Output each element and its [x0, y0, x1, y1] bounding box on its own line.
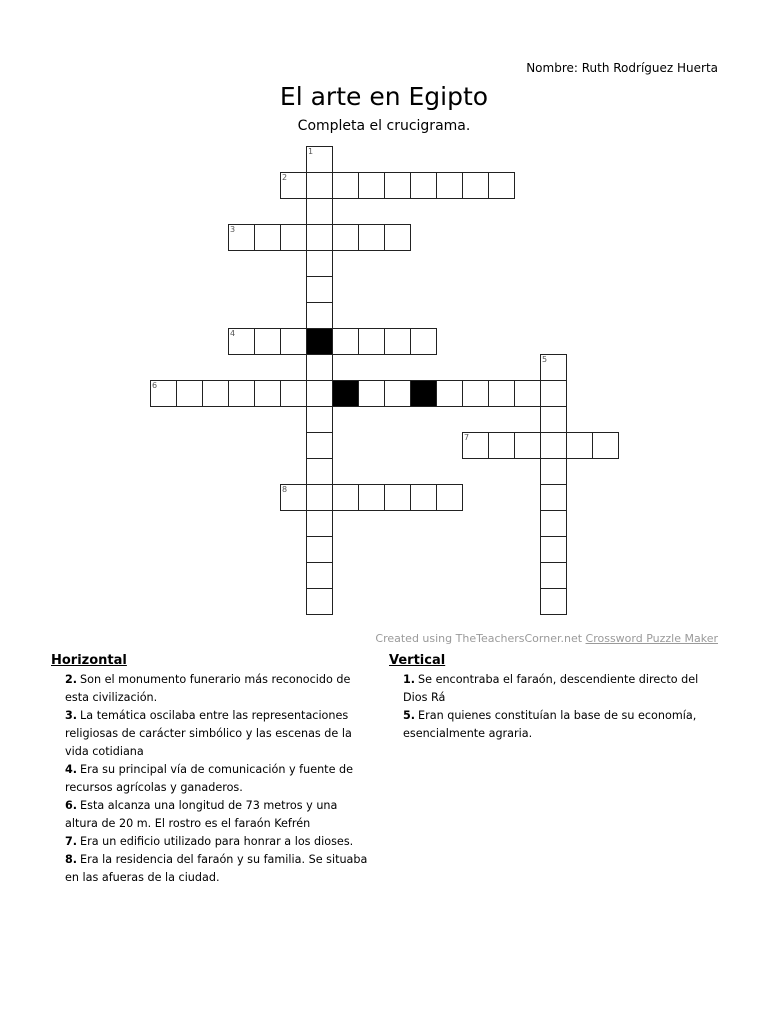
grid-cell[interactable]: [436, 380, 463, 407]
grid-cell[interactable]: [540, 354, 567, 381]
blocked-cell: [306, 328, 333, 355]
grid-cell[interactable]: [332, 172, 359, 199]
grid-cell[interactable]: [150, 380, 177, 407]
grid-cell[interactable]: [358, 172, 385, 199]
grid-cell[interactable]: [228, 328, 255, 355]
clue-number: 7.: [65, 835, 78, 848]
grid-cell[interactable]: [280, 172, 307, 199]
clue-across-3: [65, 707, 371, 761]
grid-cell[interactable]: [488, 172, 515, 199]
grid-cell[interactable]: [254, 328, 281, 355]
blocked-cell: [410, 380, 437, 407]
clue-number: 4.: [65, 763, 78, 776]
grid-cell[interactable]: [254, 380, 281, 407]
grid-cell[interactable]: [410, 328, 437, 355]
clue-across-8: [65, 851, 371, 887]
grid-cell[interactable]: [540, 536, 567, 563]
grid-cell[interactable]: [280, 380, 307, 407]
grid-cell[interactable]: [592, 432, 619, 459]
grid-cell[interactable]: [306, 302, 333, 329]
cell-number: 7: [464, 433, 470, 442]
down-clues: [389, 652, 709, 743]
across-clues: [51, 652, 371, 887]
grid-cell[interactable]: [306, 172, 333, 199]
grid-cell[interactable]: [540, 588, 567, 615]
clue-number: 2.: [65, 673, 78, 686]
grid-cell[interactable]: [410, 172, 437, 199]
grid-cell[interactable]: [306, 432, 333, 459]
credit-line: [375, 632, 718, 645]
grid-cell[interactable]: [358, 484, 385, 511]
grid-cell[interactable]: [280, 484, 307, 511]
grid-cell[interactable]: [540, 380, 567, 407]
clue-across-7: [65, 833, 371, 851]
grid-cell[interactable]: [306, 458, 333, 485]
grid-cell[interactable]: [540, 432, 567, 459]
grid-cell[interactable]: [514, 380, 541, 407]
clue-text: Eran quienes constituían la base de su economía, esencialmente agraria.: [403, 709, 697, 740]
page-title: El arte en Egipto: [279, 82, 489, 111]
credit-link[interactable]: Crossword Puzzle Maker: [585, 632, 718, 645]
grid-cell[interactable]: [228, 380, 255, 407]
grid-cell[interactable]: [540, 406, 567, 433]
cell-number: 4: [230, 329, 236, 338]
grid-cell[interactable]: [384, 380, 411, 407]
cell-number: 5: [542, 355, 548, 364]
grid-cell[interactable]: [332, 328, 359, 355]
clue-number: 6.: [65, 799, 78, 812]
grid-cell[interactable]: [176, 380, 203, 407]
grid-cell[interactable]: [384, 484, 411, 511]
cell-number: 1: [308, 147, 314, 156]
grid-cell[interactable]: [358, 380, 385, 407]
clue-text: Era un edificio utilizado para honrar a los dioses.: [80, 835, 354, 848]
grid-cell[interactable]: [384, 328, 411, 355]
grid-cell[interactable]: [358, 224, 385, 251]
grid-cell[interactable]: [306, 406, 333, 433]
student-name: Nombre: Ruth Rodríguez Huerta: [526, 61, 718, 75]
down-heading: Vertical: [389, 653, 446, 668]
clue-text: Era la residencia del faraón y su familia. Se situaba en las afueras de la ciudad.: [65, 853, 368, 884]
grid-cell[interactable]: [488, 432, 515, 459]
grid-cell[interactable]: [306, 354, 333, 381]
grid-cell[interactable]: [306, 536, 333, 563]
grid-cell[interactable]: [280, 224, 307, 251]
grid-cell[interactable]: [306, 562, 333, 589]
grid-cell[interactable]: [514, 432, 541, 459]
clue-across-2: [65, 671, 371, 707]
clue-number: 1.: [403, 673, 416, 686]
grid-cell[interactable]: [254, 224, 281, 251]
cell-number: 6: [152, 381, 158, 390]
grid-cell[interactable]: [410, 484, 437, 511]
clue-across-6: [65, 797, 371, 833]
clue-down-1: [403, 671, 709, 707]
grid-cell[interactable]: [462, 172, 489, 199]
grid-cell[interactable]: [332, 484, 359, 511]
cell-number: 8: [282, 485, 288, 494]
clue-across-4: [65, 761, 371, 797]
grid-cell[interactable]: [462, 432, 489, 459]
clue-text: Son el monumento funerario más reconocido de esta civilización.: [65, 673, 351, 704]
grid-cell[interactable]: [540, 484, 567, 511]
grid-cell[interactable]: [540, 562, 567, 589]
page-subtitle: Completa el crucigrama.: [297, 118, 471, 134]
clue-text: Era su principal vía de comunicación y fuente de recursos agrícolas y ganaderos.: [65, 763, 353, 794]
grid-cell[interactable]: [462, 380, 489, 407]
blocked-cell: [332, 380, 359, 407]
cell-number: 3: [230, 225, 236, 234]
grid-cell[interactable]: [306, 510, 333, 537]
grid-cell[interactable]: [306, 380, 333, 407]
grid-cell[interactable]: [540, 510, 567, 537]
grid-cell[interactable]: [306, 224, 333, 251]
credit-text: Created using TheTeachersCorner.net: [375, 632, 586, 645]
clue-text: La temática oscilaba entre las representaciones religiosas de carácter simbólico y las escenas de la vida cotidiana: [65, 709, 352, 758]
grid-cell[interactable]: [384, 224, 411, 251]
clue-number: 5.: [403, 709, 416, 722]
grid-cell[interactable]: [306, 146, 333, 173]
grid-cell[interactable]: [306, 276, 333, 303]
grid-cell[interactable]: [566, 432, 593, 459]
grid-cell[interactable]: [540, 458, 567, 485]
grid-cell[interactable]: [384, 172, 411, 199]
grid-cell[interactable]: [488, 380, 515, 407]
grid-cell[interactable]: [332, 224, 359, 251]
grid-cell[interactable]: [202, 380, 229, 407]
clue-text: Esta alcanza una longitud de 73 metros y una altura de 20 m. El rostro es el faraón Kefrén: [65, 799, 338, 830]
grid-cell[interactable]: [306, 198, 333, 225]
grid-cell[interactable]: [358, 328, 385, 355]
across-heading: Horizontal: [51, 653, 127, 668]
clue-number: 8.: [65, 853, 78, 866]
clue-number: 3.: [65, 709, 78, 722]
grid-cell[interactable]: [306, 588, 333, 615]
clue-text: Se encontraba el faraón, descendiente directo del Dios Rá: [403, 673, 699, 704]
grid-cell[interactable]: [436, 172, 463, 199]
cell-number: 2: [282, 173, 288, 182]
grid-cell[interactable]: [306, 484, 333, 511]
grid-cell[interactable]: [228, 224, 255, 251]
grid-cell[interactable]: [280, 328, 307, 355]
grid-cell[interactable]: [306, 250, 333, 277]
grid-cell[interactable]: [436, 484, 463, 511]
clue-down-5: [403, 707, 709, 743]
